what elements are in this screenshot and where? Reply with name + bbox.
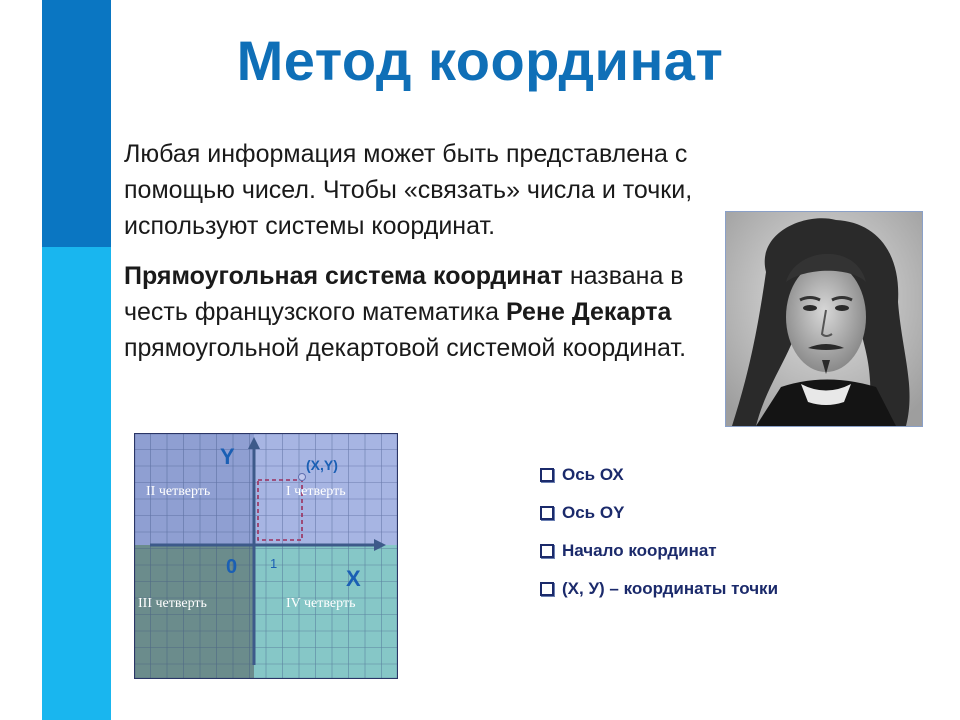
bullet-label: (Х, У) – координаты точки (562, 579, 779, 598)
bold-lead: Прямоугольная система координат (124, 262, 563, 290)
quadrant-iii-label: III четверть (138, 596, 207, 611)
portrait-drawing (726, 212, 922, 426)
descartes-paragraph (124, 258, 704, 366)
bullet-list (540, 456, 778, 608)
coordinate-plane (134, 433, 398, 679)
bullet-label: Ось ОХ (562, 465, 624, 484)
intro-paragraph: Любая информация может быть представлена с помощью чисел. Чтобы «связать» числа и точки, используют системы координат. (124, 140, 693, 240)
bullet-label: Начало координат (562, 541, 717, 560)
bullet-item (540, 456, 778, 494)
x-axis-label: X (346, 566, 361, 591)
checkbox-icon (540, 582, 554, 596)
side-bar-top (42, 0, 111, 247)
point-label: (X,Y) (306, 457, 338, 473)
side-bar-bottom (42, 247, 111, 720)
para-end-text: прямоугольной декартовой системой координат. (124, 334, 687, 362)
unit-label: 1 (270, 556, 278, 571)
checkbox-icon (540, 468, 554, 482)
bullet-label: Ось ОY (562, 503, 625, 522)
origin-label: 0 (226, 556, 238, 578)
checkbox-icon (540, 506, 554, 520)
bullet-item (540, 570, 778, 608)
quadrant-i-label: I четверть (286, 484, 346, 499)
bullet-item (540, 532, 778, 570)
quadrant-iv-label: IV четверть (286, 596, 356, 611)
quadrant-ii-label: II четверть (146, 484, 211, 499)
slide-title: Метод координат (236, 29, 724, 92)
y-axis-label: Y (220, 444, 235, 469)
point-marker (299, 474, 306, 481)
para-mid-text: названа в честь французского математика (124, 262, 684, 326)
descartes-portrait (725, 211, 923, 427)
checkbox-icon (540, 544, 554, 558)
bullet-item (540, 494, 778, 532)
bold-name: Рене Декарта (505, 298, 672, 326)
